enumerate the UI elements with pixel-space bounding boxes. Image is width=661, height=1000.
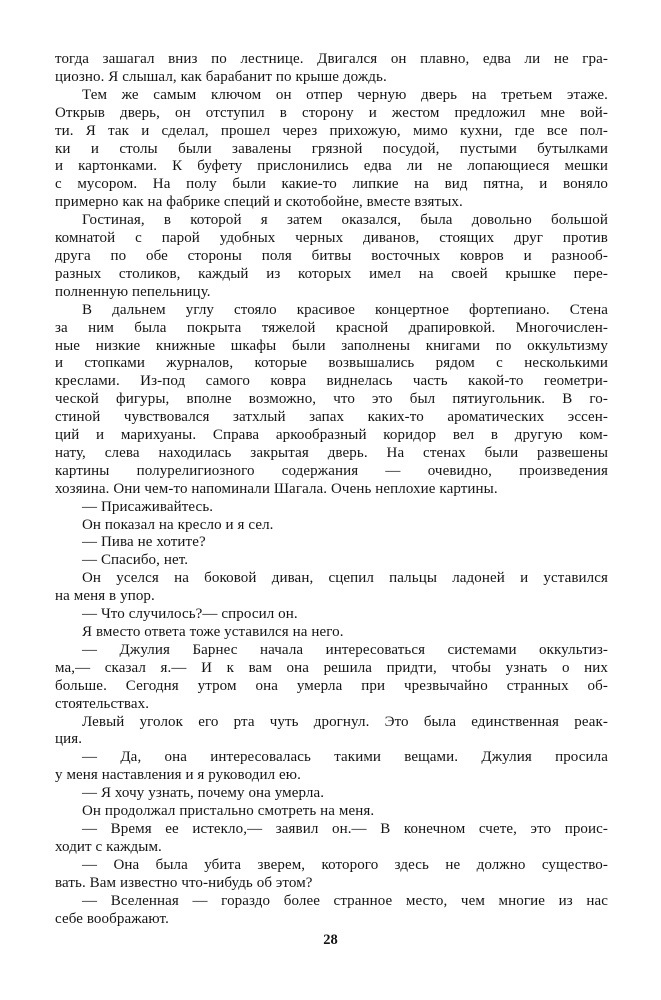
- page-number: 28: [323, 932, 338, 948]
- text-line: ходит с каждым.: [55, 838, 162, 855]
- text-line: стоятельствах.: [55, 695, 150, 712]
- dialogue-line: — Джулия Барнес начала интересоваться системами оккультиз-: [82, 641, 608, 658]
- dialogue-line: — Да, она интересовалась такими вещами. Джулия просила: [82, 749, 608, 766]
- text-line: нату, слева находилась закрытая дверь. На стенах были развешены: [55, 444, 608, 461]
- text-line: и стопками журналов, которые возвышались рядом с несколькими: [55, 355, 608, 372]
- text-line: друга по обе стороны поля битвы восточных ковров и разнооб-: [55, 247, 608, 264]
- text-block: [55, 51, 608, 928]
- text-line: Гостиная, в которой я затем оказался, была довольно большой: [82, 212, 608, 229]
- dialogue-line: — Что случилось?— спросил он.: [82, 606, 298, 623]
- dialogue-line: — Вселенная — гораздо более странное место, чем многие из нас: [82, 892, 608, 909]
- dialogue-line: — Пива не хотите?: [82, 534, 206, 551]
- text-line: тогда зашагал вниз по лестнице. Двигался он плавно, едва ли не гра-: [55, 51, 608, 67]
- text-line: В дальнем углу стояло красивое концертное фортепиано. Стена: [82, 301, 608, 318]
- text-line: с мусором. На полу были какие-то липкие на вид пятна, и воняло: [55, 176, 608, 193]
- text-line: примерно как на фабрике специй и скотобойне, вместе взятых.: [55, 194, 463, 211]
- text-line: полненную пепельницу.: [55, 283, 211, 300]
- text-line: разных столиков, каждый из которых имел на своей крышке пере-: [55, 265, 608, 282]
- text-line: комнатой с парой удобных черных диванов, стоящих друг против: [55, 230, 608, 247]
- text-line: Левый уголок его рта чуть дрогнул. Это была единственная реак-: [82, 713, 608, 730]
- text-line: ция.: [55, 731, 83, 748]
- text-line: ти. Я так и сделал, прошел через прихожую, мимо кухни, где все пол-: [55, 122, 608, 139]
- text-line: и картонками. К буфету прислонились едва ли не лопающиеся мешки: [55, 158, 608, 175]
- text-line: у меня наставления и я руководил ею.: [55, 767, 301, 784]
- text-line: хозяина. Они чем-то напоминали Шагала. Очень неплохие картины.: [55, 480, 498, 497]
- text-line: Я вместо ответа тоже уставился на него.: [82, 624, 344, 640]
- text-line: Он уселся на боковой диван, сцепил пальцы ладоней и уставился: [82, 570, 608, 587]
- dialogue-line: — Я хочу узнать, почему она умерла.: [82, 785, 325, 802]
- dialogue-line: — Время ее истекло,— заявил он.— В конечном счете, это проис-: [82, 820, 608, 837]
- text-line: ма,— сказал я.— И к вам она решила придти, чтобы узнать о них: [55, 659, 608, 676]
- text-line: ные низкие книжные шкафы были заполнены книгами по оккультизму: [55, 337, 608, 354]
- text-line: Открыв дверь, он отступил в сторону и жестом предложил мне вой-: [55, 104, 608, 121]
- text-line: циозно. Я слышал, как барабанит по крыше дождь.: [55, 68, 387, 85]
- text-line: ций и марихуаны. Справа аркообразный коридор вел в другую ком-: [55, 427, 608, 444]
- text-line: Он показал на кресло и я сел.: [82, 516, 274, 533]
- dialogue-line: — Спасибо, нет.: [82, 552, 189, 569]
- text-line: за ним была покрыта тяжелой красной драпировкой. Многочислен-: [55, 319, 608, 336]
- text-line: себе воображают.: [55, 910, 169, 927]
- text-line: картины полурелигиозного содержания — очевидно, произведения: [55, 462, 608, 479]
- text-line: вать. Вам известно что-нибудь об этом?: [55, 874, 313, 891]
- text-line: больше. Сегодня утром она умерла при чрезвычайно странных об-: [55, 677, 608, 694]
- text-line: на меня в упор.: [55, 588, 155, 605]
- text-line: Тем же самым ключом он отпер черную дверь на третьем этаже.: [82, 86, 608, 103]
- text-line: Он продолжал пристально смотреть на меня.: [82, 803, 375, 820]
- text-line: стиной чувствовался затхлый запах каких-то ароматических эссен-: [55, 409, 608, 426]
- text-line: креслами. Из-под самого ковра виднелась часть какой-то геометри-: [55, 373, 608, 390]
- text-line: ки и столы были завалены грязной посудой, пустыми бутылками: [55, 140, 608, 157]
- text-line: ческой фигуры, вполне возможно, что это был пятиугольник. В го-: [55, 391, 608, 408]
- dialogue-line: — Она была убита зверем, которого здесь не должно существо-: [82, 856, 608, 873]
- dialogue-line: — Присаживайтесь.: [82, 498, 214, 515]
